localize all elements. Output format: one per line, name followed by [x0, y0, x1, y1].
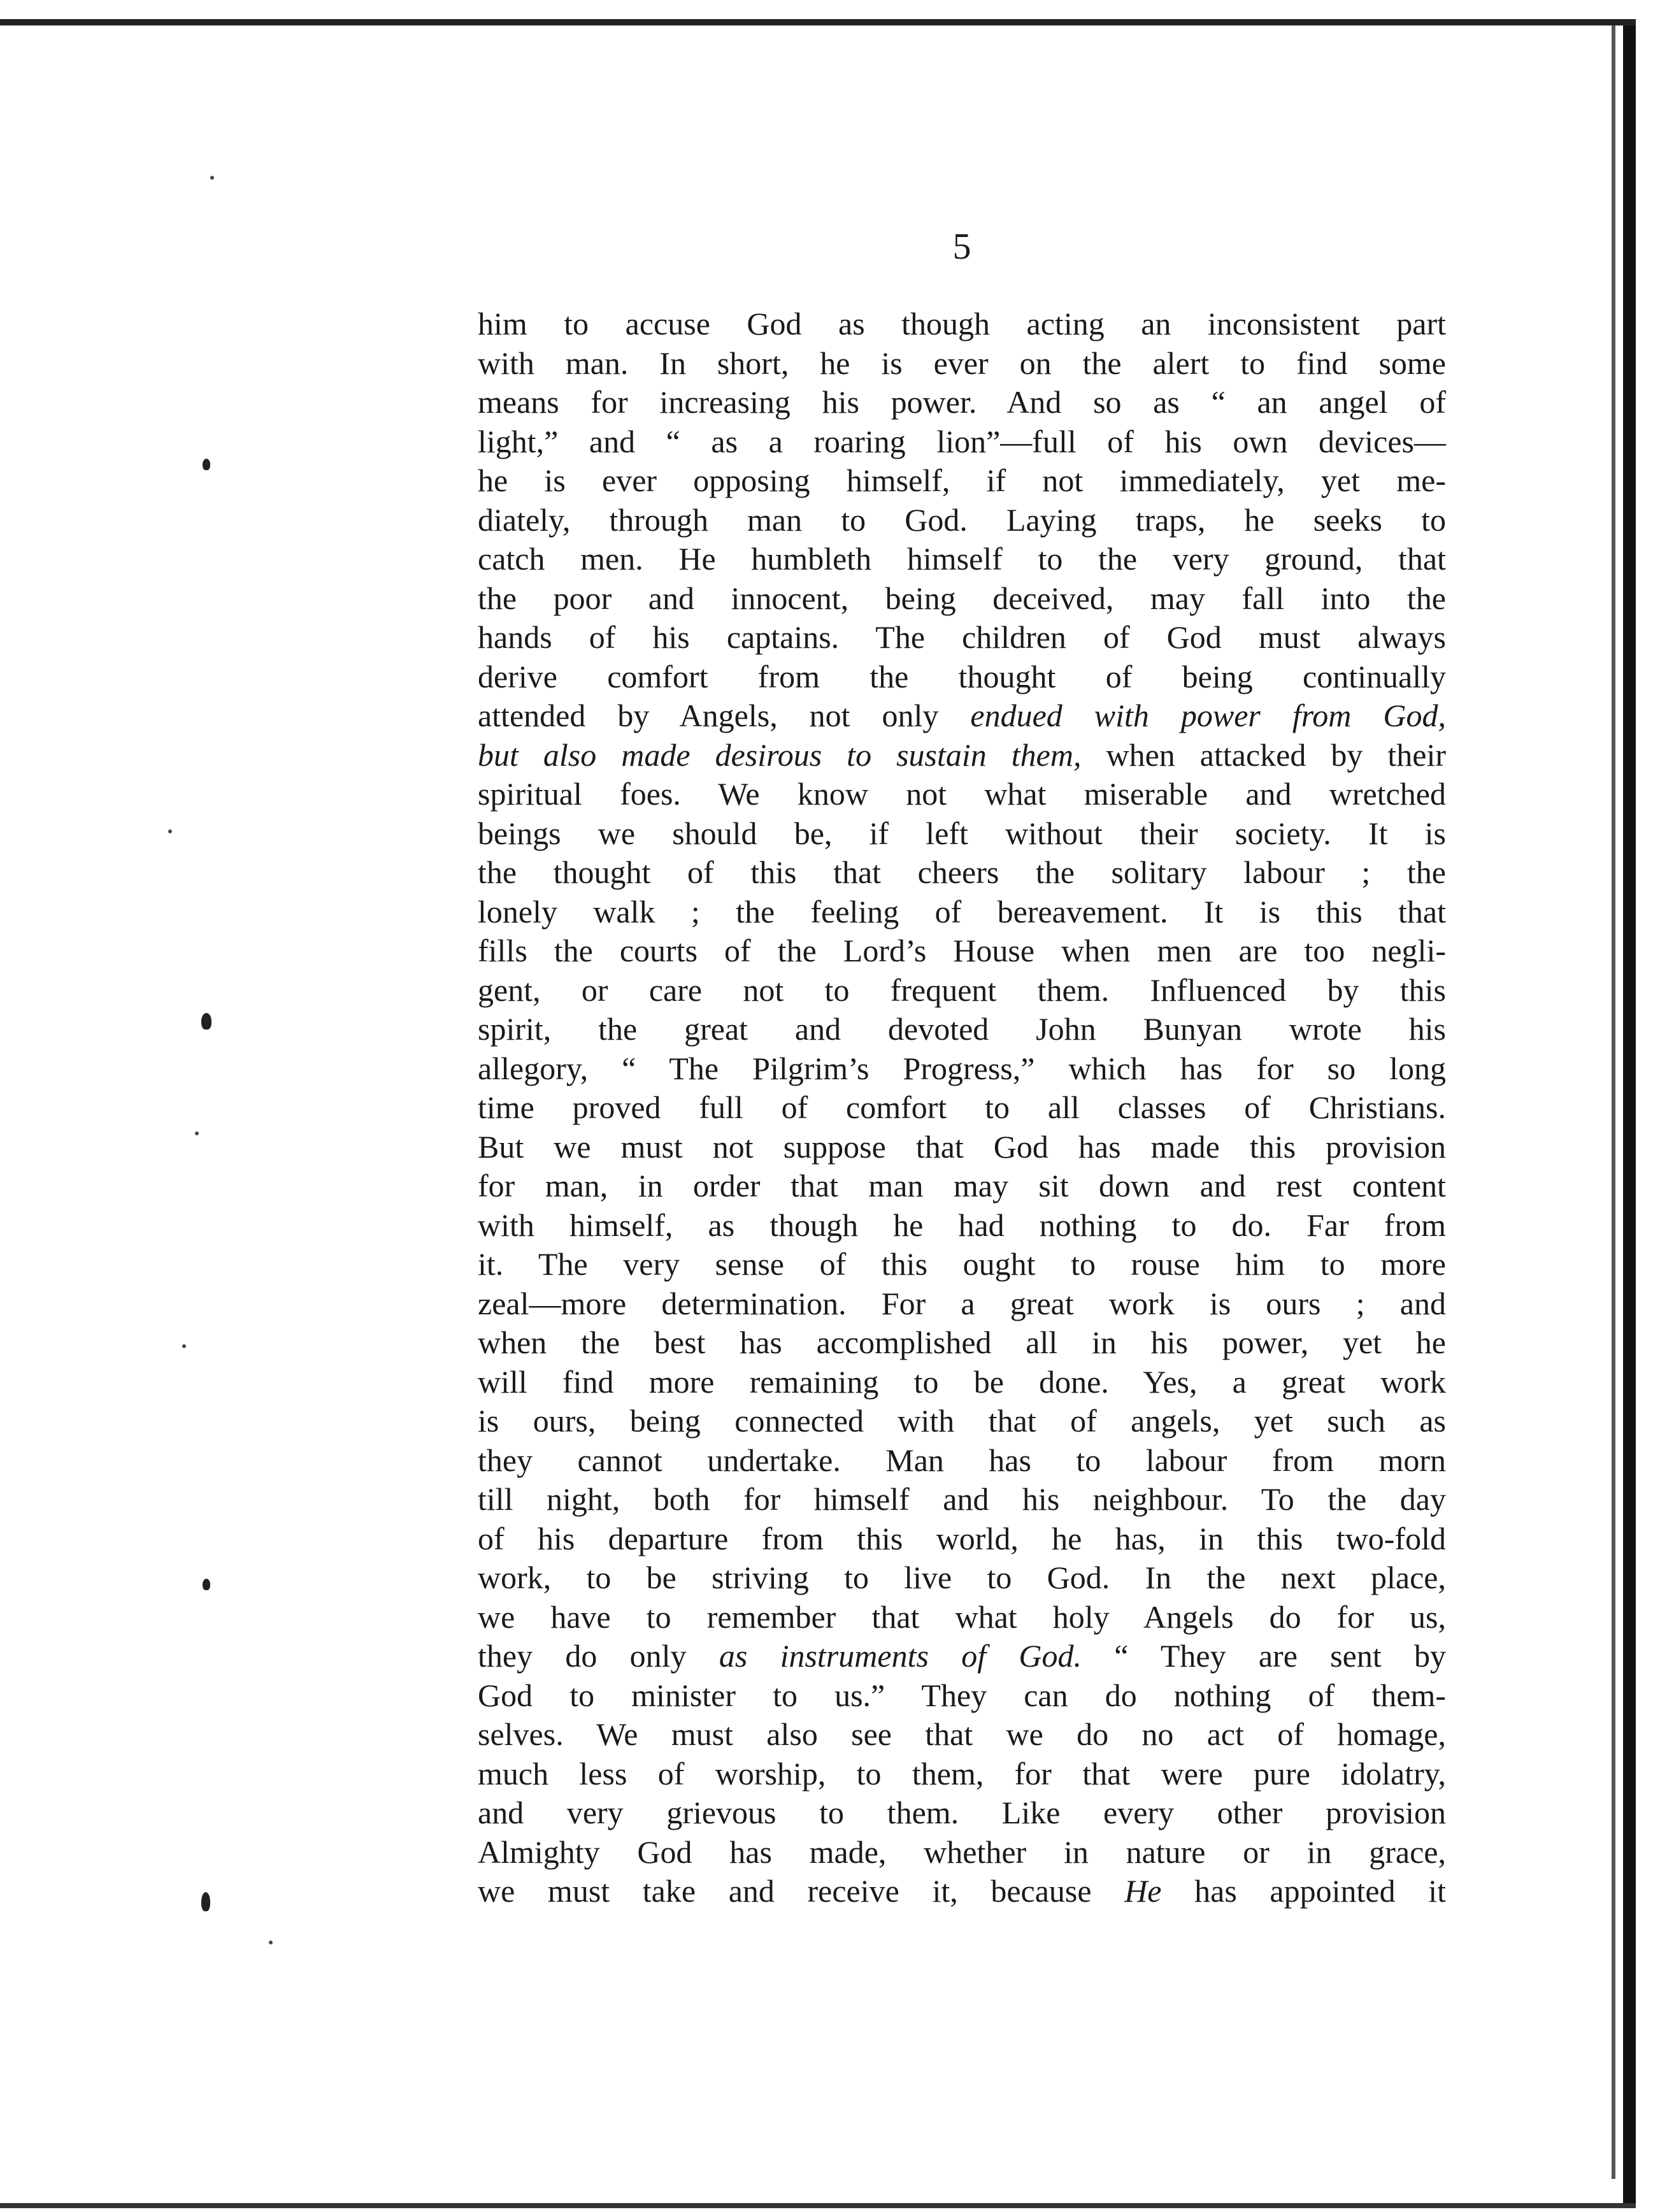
text-run: spirit, the great and devoted John Bunyan wrote his — [478, 1011, 1446, 1047]
text-run: derive comfort from the thought of being continually — [478, 658, 1446, 694]
text-run: gent, or care not to frequent them. Influenced by this — [478, 972, 1446, 1008]
text-line — [478, 775, 1446, 814]
text-line — [478, 1284, 1446, 1324]
text-line — [478, 1793, 1446, 1833]
italic-phrase: but also made desirous to sustain them, — [478, 736, 1082, 773]
text-line — [478, 1323, 1446, 1363]
text-line — [478, 422, 1446, 462]
text-line — [478, 1519, 1446, 1559]
text-line — [478, 501, 1446, 540]
text-run: diately, through man to God. Laying traps, he seeks to — [478, 501, 1446, 538]
text-line — [478, 618, 1446, 657]
margin-dot — [210, 176, 214, 180]
text-run: lonely walk ; the feeling of bereavement. It is this that — [478, 893, 1446, 930]
text-run: much less of worship, to them, for that were pure idolatry, — [478, 1755, 1446, 1792]
italic-phrase: He — [1124, 1873, 1162, 1909]
text-line — [478, 1245, 1446, 1284]
page-top-edge — [0, 19, 1636, 25]
margin-ink-mark — [203, 1579, 210, 1590]
text-run: Almighty God has made, whether in nature or in grace, — [478, 1834, 1446, 1870]
text-line — [478, 1480, 1446, 1519]
margin-ink-mark — [201, 1892, 210, 1911]
text-run: will find more remaining to be done. Yes, a great work — [478, 1363, 1446, 1400]
text-run: with man. In short, he is ever on the alert to find some — [478, 345, 1446, 381]
text-line — [478, 1128, 1446, 1167]
text-line — [478, 1010, 1446, 1049]
text-line — [478, 1755, 1446, 1794]
text-line — [478, 657, 1446, 697]
text-line — [478, 1872, 1446, 1911]
text-run: it. The very sense of this ought to rouse him to more — [478, 1246, 1446, 1282]
text-run: attended by Angels, not only — [478, 698, 971, 733]
text-run: for man, in order that man may sit down and rest content — [478, 1168, 1446, 1203]
text-run: with himself, as though he had nothing to do. Far from — [478, 1207, 1446, 1243]
text-run: spiritual foes. We know not what miserable and wretched — [478, 776, 1446, 812]
text-run: of his departure from this world, he has, in this two-fold — [478, 1520, 1446, 1556]
text-line — [478, 1676, 1446, 1716]
text-line — [478, 1402, 1446, 1441]
margin-dot — [269, 1941, 273, 1944]
text-line — [478, 736, 1446, 775]
text-line — [478, 1715, 1446, 1755]
text-run: selves. We must also see that we do no act of homage, — [478, 1716, 1446, 1752]
text-run: has appointed it — [1161, 1873, 1446, 1909]
text-run: God to minister to us.” They can do nothing of them- — [478, 1677, 1446, 1713]
text-run: catch men. He humbleth himself to the very ground, that — [478, 541, 1446, 577]
text-line — [478, 696, 1446, 736]
text-line — [478, 383, 1446, 422]
text-run: the thought of this that cheers the solitary labour ; the — [478, 854, 1446, 890]
text-run: is ours, being connected with that of angels, yet such as — [478, 1403, 1446, 1439]
margin-ink-mark — [201, 1013, 211, 1030]
text-run: beings we should be, if left without their society. It is — [478, 815, 1446, 851]
text-run: work, to be striving to live to God. In the next place, — [478, 1560, 1446, 1595]
text-line — [478, 1049, 1446, 1089]
text-line — [478, 1558, 1446, 1598]
text-line — [478, 971, 1446, 1010]
text-run: till night, both for himself and his neighbour. To the day — [478, 1481, 1446, 1517]
text-line — [478, 931, 1446, 971]
page-right-inner-edge — [1612, 25, 1615, 2179]
text-run: zeal—more determination. For a great work is ours ; and — [478, 1285, 1446, 1321]
text-line — [478, 540, 1446, 579]
page-number: 5 — [952, 226, 971, 267]
text-line — [478, 579, 1446, 619]
margin-ink-mark — [203, 459, 210, 470]
text-run: fills the courts of the Lord’s House when men are too negli- — [478, 933, 1446, 968]
text-line — [478, 1441, 1446, 1481]
text-line — [478, 305, 1446, 344]
text-line — [478, 1637, 1446, 1676]
text-run: him to accuse God as though acting an inconsistent part — [478, 306, 1446, 341]
margin-dot — [168, 830, 172, 833]
margin-dot — [182, 1344, 186, 1348]
text-line — [478, 461, 1446, 501]
text-line — [478, 1598, 1446, 1637]
text-line — [478, 814, 1446, 854]
text-line — [478, 1833, 1446, 1872]
body-text — [478, 305, 1446, 1911]
italic-phrase: endued with power from God, — [970, 698, 1446, 733]
text-run: he is ever opposing himself, if not immediately, yet me- — [478, 463, 1446, 498]
text-run: when the best has accomplished all in his power, yet he — [478, 1325, 1446, 1360]
text-run: the poor and innocent, being deceived, may fall into the — [478, 580, 1446, 616]
text-line — [478, 1206, 1446, 1246]
text-run: But we must not suppose that God has made this provision — [478, 1128, 1446, 1165]
text-run: we have to remember that what holy Angels do for us, — [478, 1598, 1446, 1635]
text-run: means for increasing his power. And so as “ an angel of — [478, 384, 1446, 420]
text-run: hands of his captains. The children of God must always — [478, 619, 1446, 655]
italic-phrase: as instruments of God. — [719, 1638, 1082, 1674]
margin-dot — [195, 1131, 199, 1135]
text-run: when attacked by their — [1081, 736, 1446, 773]
text-line — [478, 344, 1446, 384]
text-line — [478, 853, 1446, 893]
text-line — [478, 1088, 1446, 1128]
text-run: light,” and “ as a roaring lion”—full of his own devices— — [478, 423, 1446, 459]
page-right-edge — [1623, 25, 1636, 2204]
page-bottom-edge — [0, 2203, 1636, 2208]
text-run: they cannot undertake. Man has to labour from morn — [478, 1442, 1446, 1478]
text-line — [478, 1363, 1446, 1402]
text-run: we must take and receive it, because — [478, 1873, 1125, 1909]
text-run: and very grievous to them. Like every other provision — [478, 1795, 1446, 1830]
text-run: allegory, “ The Pilgrim’s Progress,” which has for so long — [478, 1050, 1446, 1086]
text-run: they do only — [478, 1638, 719, 1674]
text-run: “ They are sent by — [1081, 1638, 1446, 1674]
text-line — [478, 893, 1446, 932]
text-line — [478, 1167, 1446, 1206]
text-run: time proved full of comfort to all classes of Christians. — [478, 1089, 1446, 1125]
